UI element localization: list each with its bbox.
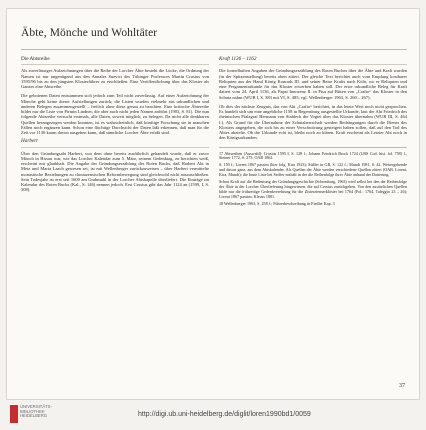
book-page: [6, 8, 420, 400]
page-title: Äbte, Mönche und Wohltäter: [21, 27, 158, 39]
section-heading-harbert: Harbert: [21, 138, 38, 145]
paragraph: Die formelhaften Angaben der Gründungserzählung des Roten Buches über die Äbte und Kraft wurden (in der Spitzenstellung) bereits oben zitiert. Der gleiche Text berichtet auch vom Empfang kostbarer Reliquien aus der Hand König Konrads III. und seiner Reise Krafts nach Köln, wo er Reliquien und eine Pergamenturkunde für das Kloster erwerben haben soll. Der erste urkundliche Beleg für Kraft datiert vom 24. April 1136, als Papst Innozenz II. in Pisa auf Bitten von „Crafto“ das Kloster in den Schutz nahm (WUB I, S. 383 mit VI, S. 485; vgl. Wellenberger 1963, S. 260 – 267).: [219, 68, 407, 100]
paragraph: Die gebotenen Daten entstammen sich jedoch zum Teil nicht zuverlässig. Auf einer Aufzeichnung der Mönche geht keine dieser Aufstellungen zurück; die Listen wurden vielmehr aus urkundlichen und anderen Belegen zusammengestellt – freilich ohne diese genau zu beachten. Eine kritische Äbtereihe bildet nur die Liste von Pirmin Lindner, die aber auch nicht jeden Namen anführt (1903, S. 81). Die nun folgende Abtsreihe versucht erstmals, alle Daten, soweit möglich, zu belegen. Da nicht alle denkbaren Quellen herangezogen werden konnten, ist es wahrscheinlich, daß künftige Forschung sie in manchen Fällen noch ergänzen kann. Schon eine flüchtige Durchsicht der Daten läßt erkennen, daß man für die Zeit vor 1136 kaum davon ausgehen kann, daß sämtliche Lorcher Äbte erfaßt sind.: [21, 93, 209, 135]
footnote-rule: [219, 147, 407, 148]
section-divider: [21, 64, 209, 65]
section-heading-kraft: Kraft 1136 – 1162: [219, 56, 257, 62]
footnote: Schon Kraft auf die Bedeutung der Gründungsgeschichte (Schomburg, 1963) wird selbst bei den der Reihenfolge der Äbte in der Lorcher Überlieferung hingewiesen, die auf Crusius zurückgehen. Von den zusätzlichen Quellen bilde nur die frühzeitige Gedenkverehrung für die Zisterzienserklöster bei 1764 (Fol.: 1764, Taleggio 23 – 26); Lorent 1867 passim; Kleuss 1881.: [219, 179, 407, 199]
footer-bar: [6, 402, 420, 430]
footnote: 18 Wellenberger 1963, S. 258 f.; Führerbeschreibung in Fiedler Kap. 3: [219, 200, 335, 206]
permalink-url[interactable]: http://digi.ub.uni-heidelberg.de/diglit/loren1990bd1/0059: [138, 411, 311, 418]
left-column: [21, 57, 209, 197]
footnote: 17 Abtsreihen (Auswahl): Crusius 1595 I, S. 128 f.; Johann Friedrich Brock 1724 (LBS Cod. hist. fol. 758) f., Steiner 1772, S. 275; OAB 1862.: [219, 150, 407, 161]
paragraph: Als zuverlässiger Aufzeichnungen über die Reihe der Lorcher Äbte besteht die Lücke, die Ordnung der Namen ist nur ungenügend aus den Annales Suevici des Tübinger Professors Martin Crusius von 1595/96 bis zu den jüngsten Klosterführer zu erschließen. Eine Veröffentlichung über das Kloster als Ganzes eine Abtsreihe.: [21, 68, 209, 89]
library-logo-icon: [10, 405, 18, 423]
section-divider: [219, 64, 407, 65]
library-logo[interactable]: [10, 404, 52, 427]
page-number: 37: [399, 383, 405, 389]
header-rule: [21, 49, 407, 50]
section-divider: [21, 147, 209, 148]
library-logo-text: UNIVERSITÄTS- BIBLIOTHEK HEIDELBERG: [20, 404, 52, 419]
right-column: [219, 57, 407, 209]
paragraph: Über den Gründungsabt Harbert, von dem ohne bereits ausführlich gehandelt wurde, daß er zuvor Mönch in Hirsau war, wie das Lorcher Kalendar zum 5. März, seinem Gedenktag, zu berichten weiß, erscheint mir glaubhaft. Die Angabe der Gründungserzählung des Roten Buchs, daß Harbert Abt in Metz und Maria Laach gewesen sei, ist mit Wellenberger zurückzuweisen – über Harbert vermittelte monastische Beziehungen zu cluniazensischen Reformbewegung sind gleichwohl nicht auszuschließen. Sein Todesjahr ist erst seit 1600 am Grabmahl in der Lorcher Abtskapelle überliefert. Die Einträge im Kalendar des Roten Buchs (Kal., S. 146) nennen jedoch. Erst Crusius gibt das Jahr 1124 an (1599, I, S. 308).: [21, 150, 209, 193]
paragraph: Ob dies der nächste Zeugnis, das von Abt „Crafto“ berichtet, in das letzte Wert noch nicht gesprochen. Es handelt sich um eine angebliche 1158 in Regensburg ausgestellte Urkunde, laut der Abt Friedrich des rheinischen Pfalzgraf Hermann von Stahleck die Vogtei über das Kloster übernahm (WUB III, S. 464 f.). Als Grund für die Übernahme der Schutzherrschaft werden Bedrängungen durch die Diener des Klosters angegeben, die sich bis zu einer Verschwörung gesteigert haben sollen, daß auf den Tod des Abtes abzielte. Ob die Urkunde echt ist, bleibt noch zu klären. Kraft erscheint als Letzter Abt noch in den Königsurkunden.: [219, 103, 407, 141]
footnote: S. 150 f.; Lorent 1867 passim (hier folg. Kira 1923); Süßler in GB, S. 122 f.; Mundt 1981, S. 42. Weitergehende und davon ganz, aus dem Abtskalender. Als Quellen der Äbte werden verschiedene Quellen zitiert (OAB, Lorent, Kira, Mundt); die beste Liste bei Seiffer enthält in der die Reihenfolge ihrer Äbte anhand der Datierung.: [219, 162, 407, 178]
section-heading-abtsreihe: Die Abtsreihe: [21, 56, 50, 62]
